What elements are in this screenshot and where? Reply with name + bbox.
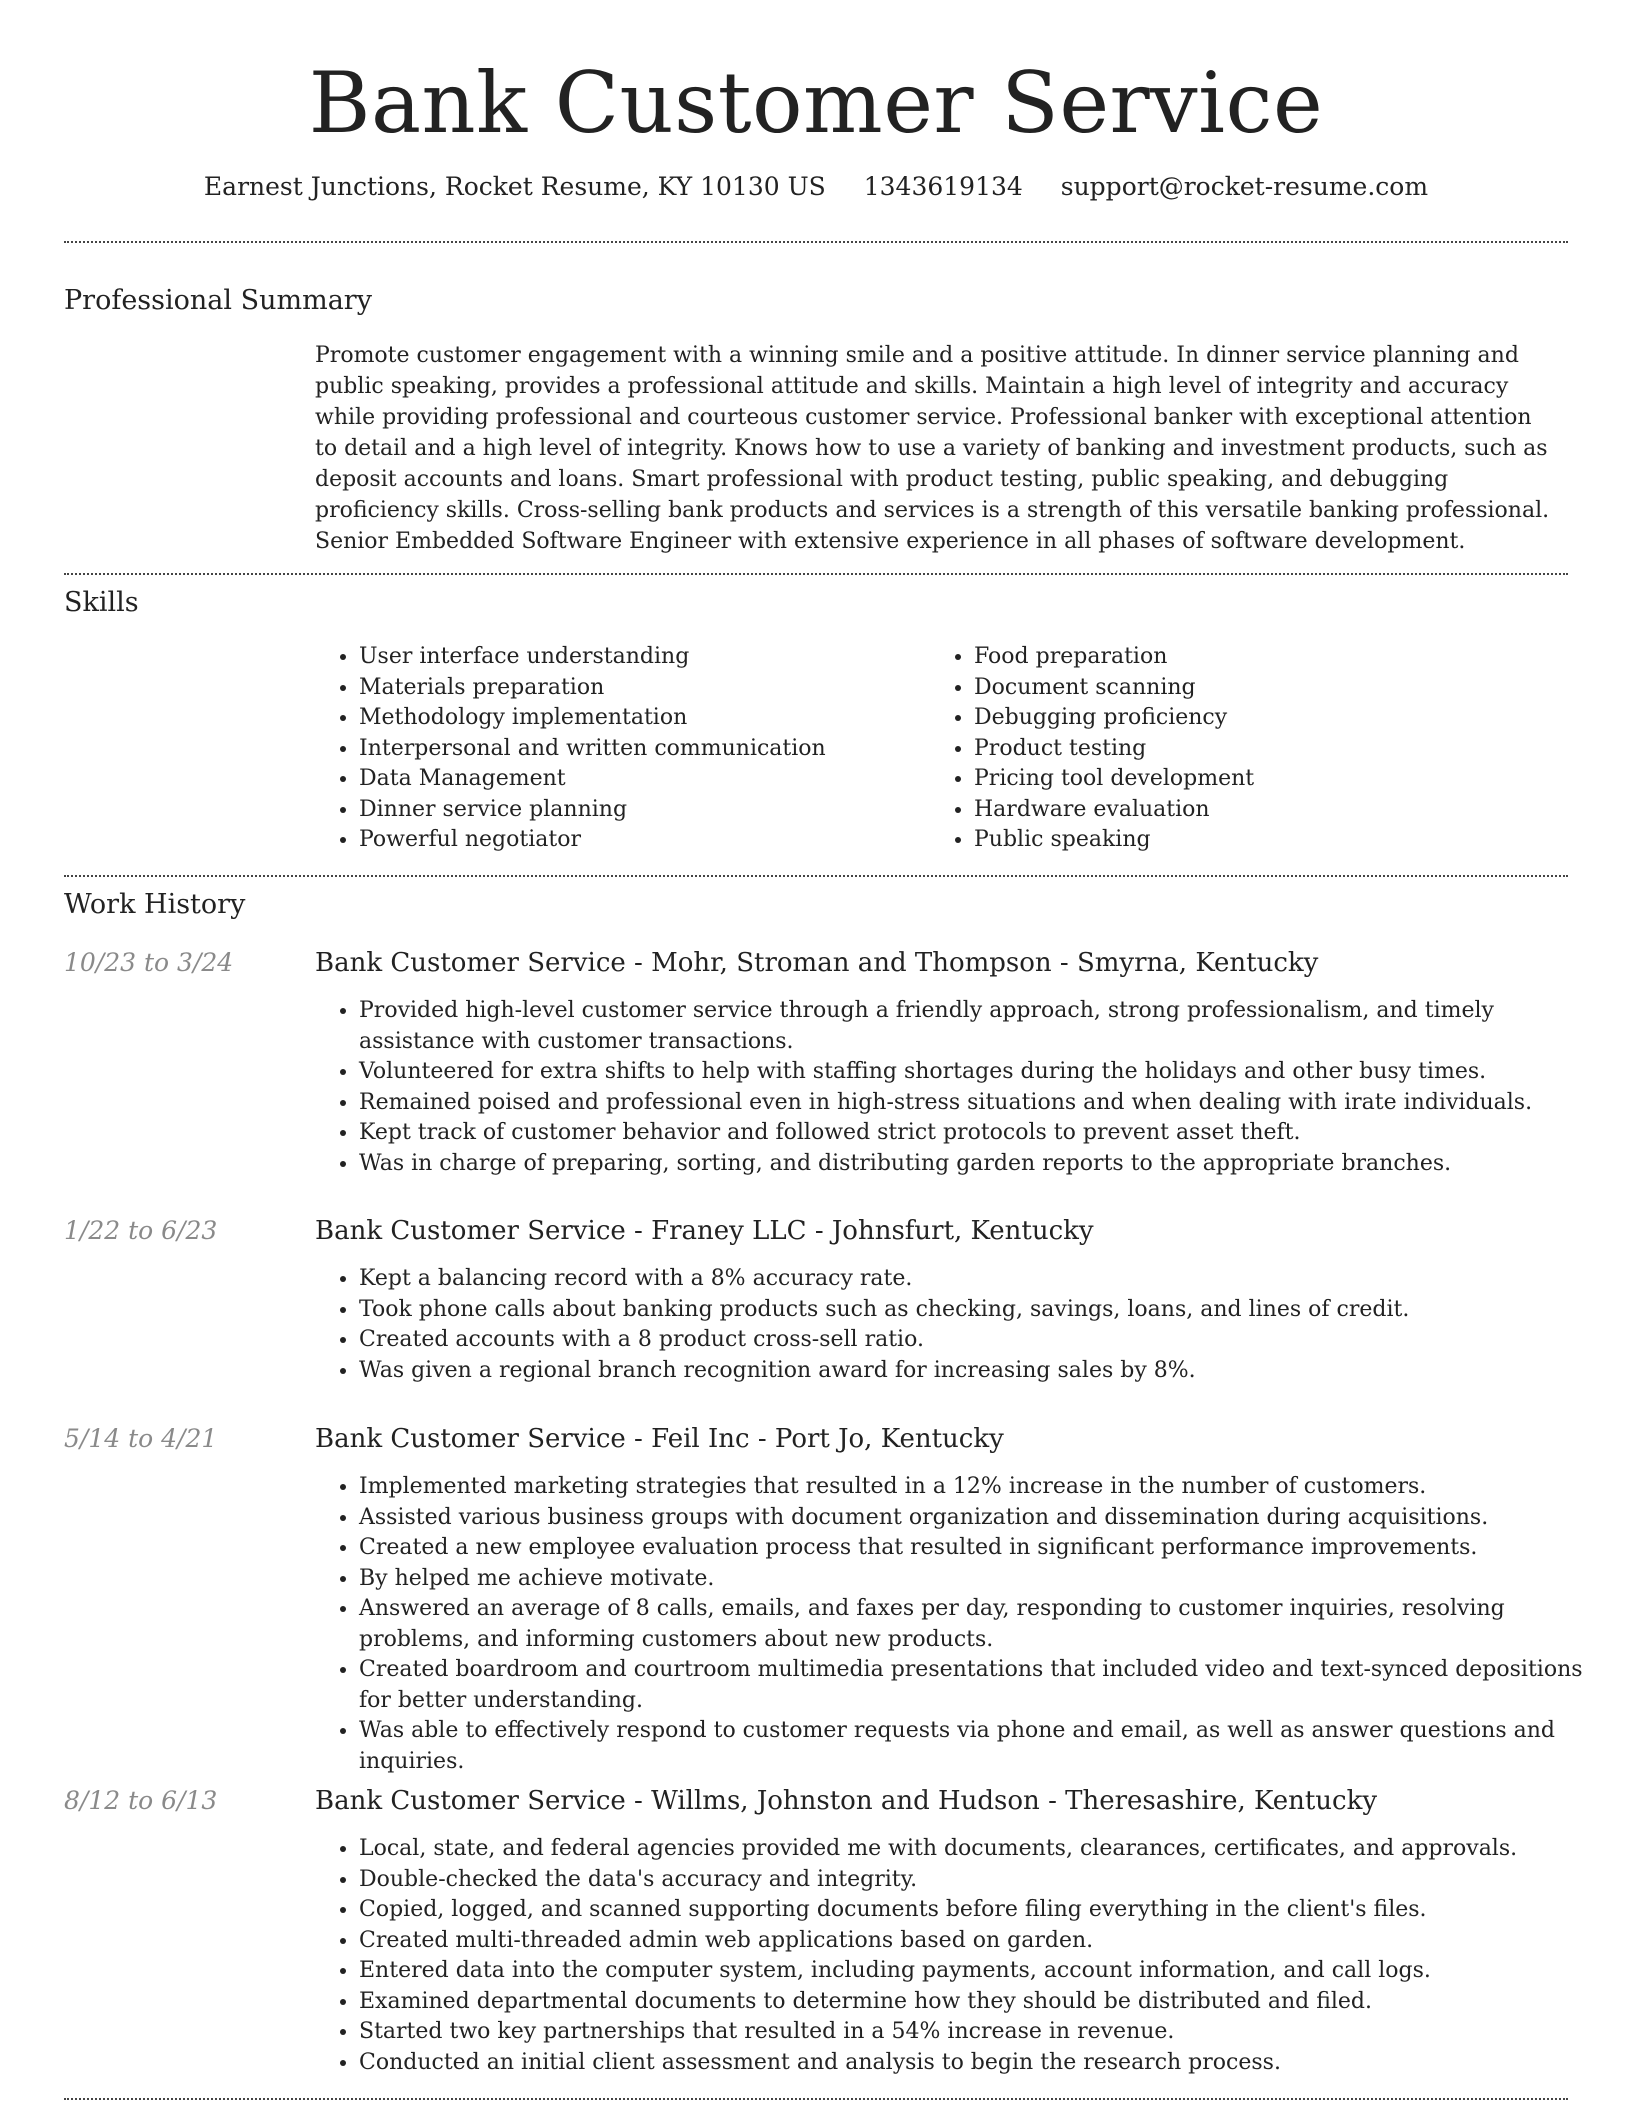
job-title: Bank Customer Service - Feil Inc - Port Jo, Kentucky	[315, 1424, 1004, 1454]
skill-item: • Hardware evaluation	[974, 795, 1534, 826]
summary-text: Promote customer engagement with a winning smile and a positive attitude. In dinner service planning and public speaking, provides a professional attitude and skills. Maintain a high level of integrity and accuracy while providing professional and courteous customer service. Professional banker with exceptional attention to detail and a high level of integrity. Knows how to use a variety of banking and investment products, such as deposit accounts and loans. Smart professional with product testing, public speaking, and debugging proficiency skills. Cross-selling bank products and services is a strength of this versatile banking professional. Senior Embedded Software Engineer with extensive experience in all phases of software development.	[315, 343, 1550, 554]
job-bullet: • Kept track of customer behavior and followed strict protocols to prevent asset theft.	[359, 1118, 1609, 1149]
candidate-name: Bank Customer Service	[308, 54, 1324, 152]
job-bullet: • Was given a regional branch recognition award for increasing sales by 8%.	[359, 1356, 1609, 1387]
skills-list-right	[930, 642, 1534, 856]
skill-item: • User interface understanding	[359, 642, 919, 673]
section-divider	[64, 241, 1568, 243]
skill-item: • Methodology implementation	[359, 703, 919, 734]
section-divider	[64, 2098, 1568, 2100]
job-bullet: • Took phone calls about banking products such as checking, savings, loans, and lines of credit.	[359, 1295, 1609, 1326]
job-bullet: • Examined departmental documents to determine how they should be distributed and filed.	[359, 1987, 1609, 2018]
job-bullets	[315, 1472, 1609, 1777]
job-bullet: • Remained poised and professional even in high-stress situations and when dealing with irate individuals.	[359, 1088, 1609, 1119]
job-title: Bank Customer Service - Mohr, Stroman and Thompson - Smyrna, Kentucky	[315, 948, 1319, 978]
job-dates: 8/12 to 6/13	[64, 1786, 218, 1815]
skill-item: • Debugging proficiency	[974, 703, 1534, 734]
job-dates: 5/14 to 4/21	[64, 1424, 218, 1453]
skill-item: • Powerful negotiator	[359, 825, 919, 856]
job-bullet: • Copied, logged, and scanned supporting documents before filing everything in the client's files.	[359, 1895, 1609, 1926]
job-dates: 1/22 to 6/23	[64, 1216, 218, 1245]
job-dates: 10/23 to 3/24	[64, 948, 234, 977]
skill-item: • Dinner service planning	[359, 795, 919, 826]
job-bullet: • Conducted an initial client assessment and analysis to begin the research process.	[359, 2048, 1609, 2079]
job-bullet: • Started two key partnerships that resulted in a 54% increase in revenue.	[359, 2017, 1609, 2048]
section-divider	[64, 573, 1568, 575]
address: Earnest Junctions, Rocket Resume, KY 10130 US	[203, 172, 826, 201]
skills-list-left	[315, 642, 919, 856]
job-bullet: • Created accounts with a 8 product cross-sell ratio.	[359, 1325, 1609, 1356]
job-bullets	[315, 1264, 1609, 1386]
skills-heading: Skills	[64, 587, 139, 618]
skill-item: • Data Management	[359, 764, 919, 795]
job-bullet: • Was in charge of preparing, sorting, and distributing garden reports to the appropriate branches.	[359, 1149, 1609, 1180]
job-bullet: • Created boardroom and courtroom multimedia presentations that included video and text-synced depositions for better understanding.	[359, 1655, 1609, 1716]
skill-item: • Materials preparation	[359, 673, 919, 704]
job-bullet: • Answered an average of 8 calls, emails, and faxes per day, responding to customer inquiries, resolving problems, and informing customers about new products.	[359, 1594, 1609, 1655]
job-bullet: • Local, state, and federal agencies provided me with documents, clearances, certificates, and approvals.	[359, 1834, 1609, 1865]
phone: 1343619134	[863, 172, 1023, 201]
skill-item: • Food preparation	[974, 642, 1534, 673]
job-bullets	[315, 1834, 1609, 2078]
job-bullet: • Provided high-level customer service through a friendly approach, strong professionalism, and timely assistance with customer transactions.	[359, 996, 1609, 1057]
job-title: Bank Customer Service - Franey LLC - Johnsfurt, Kentucky	[315, 1216, 1094, 1246]
job-bullet: • Created a new employee evaluation process that resulted in significant performance improvements.	[359, 1533, 1609, 1564]
job-title: Bank Customer Service - Willms, Johnston and Hudson - Theresashire, Kentucky	[315, 1786, 1378, 1816]
work-heading: Work History	[64, 889, 246, 920]
job-bullets	[315, 996, 1609, 1179]
job-bullet: • Kept a balancing record with a 8% accuracy rate.	[359, 1264, 1609, 1295]
job-bullet: • Volunteered for extra shifts to help with staffing shortages during the holidays and other busy times.	[359, 1057, 1609, 1088]
job-bullet: • Assisted various business groups with document organization and dissemination during acquisitions.	[359, 1503, 1609, 1534]
skill-item: • Pricing tool development	[974, 764, 1534, 795]
email: support@rocket-resume.com	[1060, 172, 1429, 201]
skill-item: • Document scanning	[974, 673, 1534, 704]
contact-line	[0, 170, 1632, 204]
job-bullet: • Implemented marketing strategies that resulted in a 12% increase in the number of customers.	[359, 1472, 1609, 1503]
skill-item: • Interpersonal and written communication	[359, 734, 919, 765]
summary-heading: Professional Summary	[64, 285, 372, 316]
job-bullet: • Entered data into the computer system, including payments, account information, and call logs.	[359, 1956, 1609, 1987]
job-bullet: • Was able to effectively respond to customer requests via phone and email, as well as answer questions and inquiries.	[359, 1716, 1609, 1777]
job-bullet: • By helped me achieve motivate.	[359, 1564, 1609, 1595]
skill-item: • Public speaking	[974, 825, 1534, 856]
skill-item: • Product testing	[974, 734, 1534, 765]
job-bullet: • Double-checked the data's accuracy and integrity.	[359, 1865, 1609, 1896]
job-bullet: • Created multi-threaded admin web applications based on garden.	[359, 1926, 1609, 1957]
section-divider	[64, 875, 1568, 877]
